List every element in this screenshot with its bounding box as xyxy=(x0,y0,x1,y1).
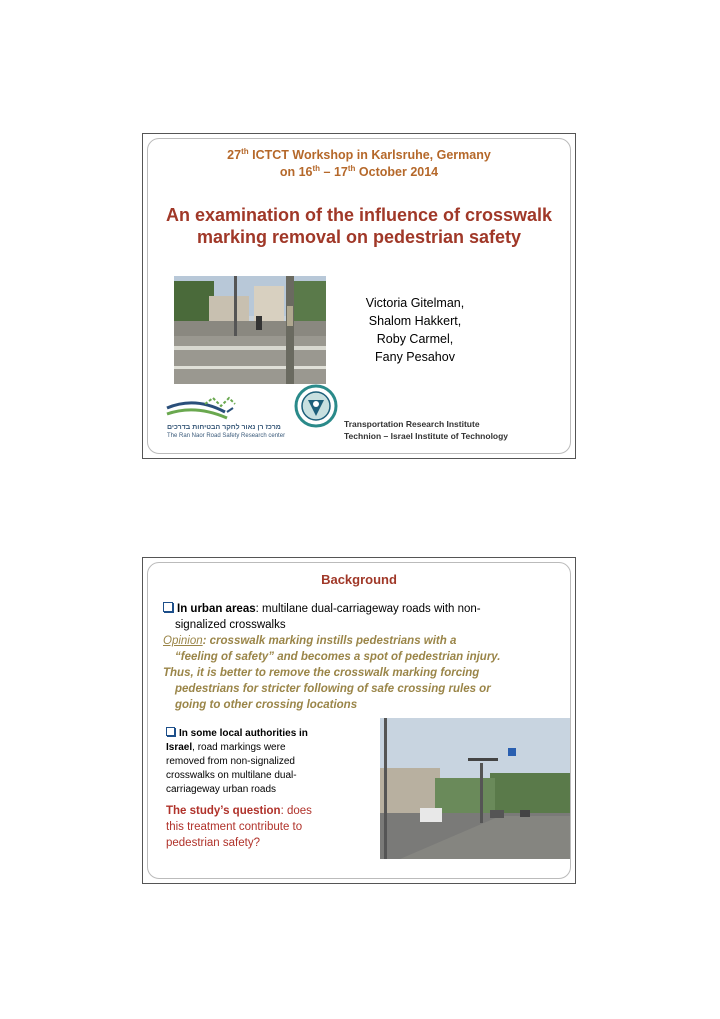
bullet-urban-areas: In urban areas: multilane dual-carriageway roads with non- signalized crosswalks xyxy=(163,601,558,633)
workshop-heading: 27th ICTCT Workshop in Karlsruhe, Germany on 16th – 17th October 2014 xyxy=(227,146,491,179)
road-photo xyxy=(380,718,570,859)
institute-credit: Transportation Research Institute Technion – Israel Institute of Technology xyxy=(344,419,509,441)
author: Roby Carmel, xyxy=(376,332,454,346)
author: Shalom Hakkert, xyxy=(368,314,462,328)
study-question: The study’s question: does this treatment contribute to pedestrian safety? xyxy=(166,805,312,849)
technion-logo xyxy=(294,384,338,428)
slide-title: Background xyxy=(321,572,397,587)
ran-naor-logo-hebrew: מרכז רן נאור לחקר הבטיחות בדרכים xyxy=(167,424,281,431)
checkbox-bullet-icon xyxy=(163,602,173,612)
author: Fany Pesahov xyxy=(375,350,455,364)
author: Victoria Gitelman, xyxy=(365,296,465,310)
opinion-paragraph: Opinion: crosswalk marking instills pedestrians with a “feeling of safety” and becomes a spot of pedestrian injury. Thus, it is better to remove the crosswalk marking forcing pedestrians for stricter following of safe crossing rules or going to other crossing locations xyxy=(163,635,501,711)
background-slide xyxy=(142,557,576,884)
bullet-local-authorities: In some local authorities in Israel, road markings were removed from non-signalized crosswalks on multilane dual- carriageway urban roads xyxy=(166,728,308,795)
presentation-title: An examination of the influence of crosswalk marking removal on pedestrian safety xyxy=(165,205,553,247)
author-list xyxy=(355,294,475,366)
street-photo xyxy=(174,276,326,384)
checkbox-bullet-icon xyxy=(166,727,175,736)
ran-naor-logo-english: The Ran Naor Road Safety Research center xyxy=(167,433,286,439)
title-slide xyxy=(142,133,576,459)
